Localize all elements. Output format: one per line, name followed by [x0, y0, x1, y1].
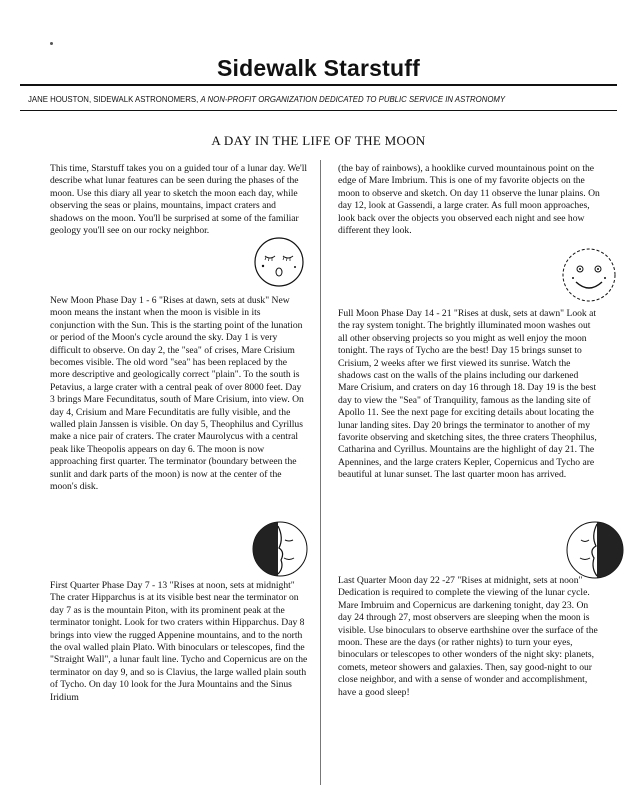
article-title: A DAY IN THE LIFE OF THE MOON [211, 133, 426, 148]
first-quarter-section: First Quarter Phase Day 7 - 13 "Rises at noon, sets at midnight" The crater Hipparchus is at its visible best near the terminator on day 7 as is the mountain Piton, with its prominent peak at the terminator tonight. Look for two craters within Hipparchus. Day 8 brings into view the rugged Appenine mountains, and to the north the oval walled plain Plato. With binoculars or telescopes, find the "Straight Wall", a lunar fault line. Tycho and Copernicus are on the terminator on day 9, and so is Clavius, the large walled plain south of Tycho. On day 10 look for the Jura Mountains and the Sinus Iridium [50, 580, 308, 703]
newsletter-title: Sidewalk Starstuff [217, 55, 420, 81]
byline [28, 95, 628, 104]
intro-paragraph: This time, Starstuff takes you on a guided tour of a lunar day. We'll describe what lunar features can be seen during the phases of the moon. Use this diary all year to sketch the moon each day, while observing the seas or plains, mountains, impact craters and shadows on the moon. You'll be surprised at some of the familiar geology you'll see on our rocky neighbor. [50, 163, 308, 237]
full-moon-section: Full Moon Phase Day 14 - 21 "Rises at dusk, sets at dawn" Look at the ray system tonight. The brightly illuminated moon washes out all other observing projects so you might as well enjoy the moon tonight. The rays of Tycho are the best! Day 15 brings sunset to Crisium, 2 weeks after we first viewed its sunrise. Watch the shadows cast on the walls of the plains including our darkened Mare Crisium, and craters on day 16 through 18. Day 19 is the best day to view the "Sea" of Tranquility, famous as the landing site of Apollo 11. See the next page for exciting details about locating the lunar landing sites. Day 20 brings the terminator to another of my favorite observing and sketching sites, the three craters Theophilus, Catharina and Cyrillus. Mountains are the highlight of day 21. The Apennines, and the large craters Kepler, Copernicus and Tycho are beautiful at lunar sunset. The last quarter moon has arrived. [338, 308, 597, 481]
byline-authors: JANE HOUSTON, SIDEWALK ASTRONOMERS, [28, 95, 201, 104]
continued-paragraph: (the bay of rainbows), a hooklike curved mountainous point on the edge of Mare Imbrium. This is one of my favorite objects on the moon to observe and sketch. On day 11 observe the lunar plains. On day 12, look at Gassendi, a large crater. As full moon approaches, look back over the objects you observed each night and see how different they look. [338, 163, 600, 237]
new-moon-section: New Moon Phase Day 1 - 6 "Rises at dawn, sets at dusk" New moon means the instant when the moon is visible in its conjunction with the Sun. This is the starting point of the lunation or period of the Moon's cycle around the sky. Day 1 is very difficult to observe. On day 2, the "sea" of crises, Mare Crisium becomes visible. The old word "sea" has been replaced by the more descriptive and geologically correct "plain". To the south is Petavius, a large crater with a central peak of over 8000 feet. Day 3 brings Mare Fecunditatus, south of Mare Crisium, into view. On day 4, Crisium and Mare Fecunditatis are fully visible, and the walled plain Janssen is visible. On day 5, Theophilus and Cyrillus make a nice pair of craters. The crater Maurolycus with a central peak like Theopolis appears on day 6. The moon is now approaching first quarter. The terminator (boundary between the sunlit and dark parts of the moon) is now at the center of the moon's disk. [50, 295, 304, 493]
byline-organization: A NON-PROFIT ORGANIZATION DEDICATED TO PUBLIC SERVICE IN ASTRONOMY [200, 95, 506, 104]
smiling-full-moon-face-icon [560, 246, 618, 304]
column-divider [320, 160, 321, 785]
byline-rule [20, 110, 617, 111]
first-quarter-moon-face-icon [251, 520, 309, 578]
last-quarter-section: Last Quarter Moon day 22 -27 "Rises at midnight, sets at noon" Dedication is required to complete the viewing of the lunar cycle. Mare Imbruim and Copernicus are darkening tonight, day 23. On day 24 through 27, most observers are sleeping when the moon is visible. Use binoculars to observe earthshine over the surface of the moon. These are the days (or rather nights) to turn your eyes, binoculars or telescopes to other wonders of the night sky: planets, comets, meteor showers and galaxies. Then, say good-night to our close neighbor, and with a sense of wonder and accomplishment, have a good sleep! [338, 575, 598, 698]
sleeping-moon-face-icon [253, 236, 305, 288]
page-mark [50, 42, 53, 45]
title-rule [20, 84, 617, 86]
last-quarter-moon-face-icon [565, 520, 625, 580]
